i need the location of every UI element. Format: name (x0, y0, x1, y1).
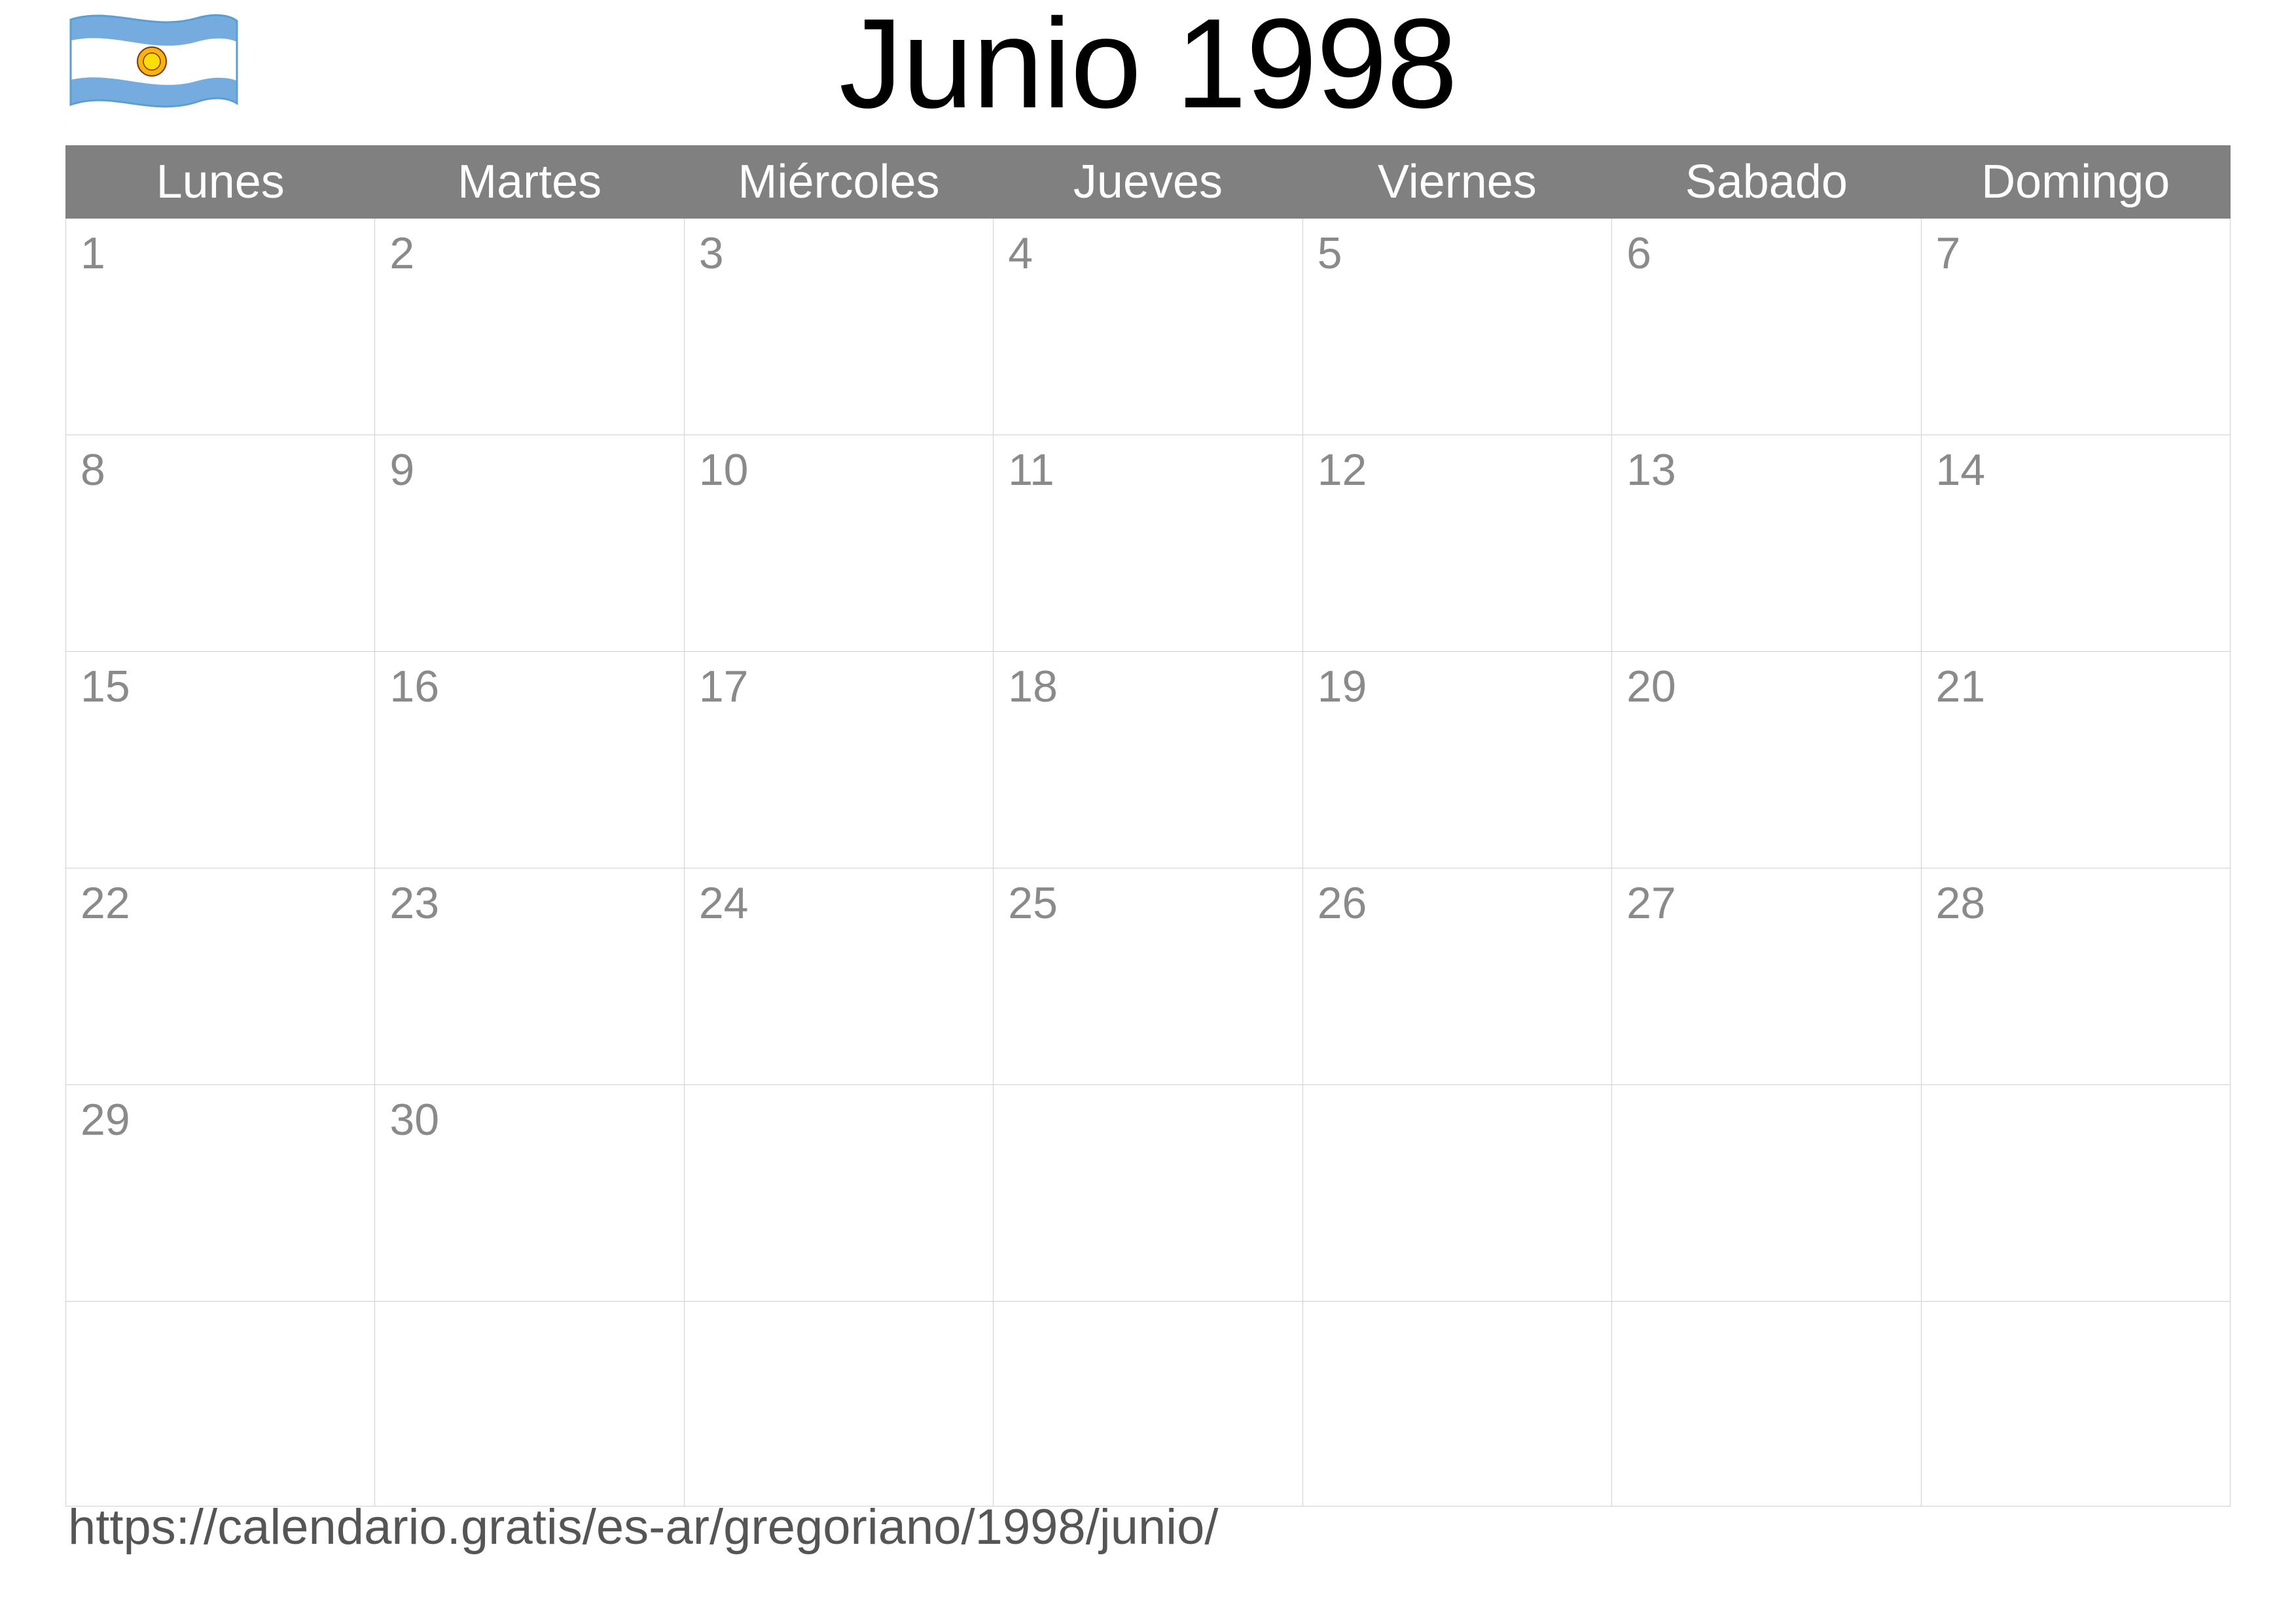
day-number: 6 (1626, 228, 1651, 278)
day-cell[interactable] (1302, 435, 1611, 652)
day-cell[interactable] (1612, 868, 1921, 1085)
day-cell[interactable] (66, 868, 375, 1085)
day-cell[interactable] (375, 1302, 684, 1507)
weekday-header-viernes: Viernes (1302, 146, 1611, 219)
day-number: 10 (698, 445, 749, 495)
day-cell[interactable] (994, 435, 1302, 652)
month-calendar-table (65, 145, 2231, 1507)
day-number: 20 (1626, 662, 1676, 711)
day-number: 23 (389, 878, 440, 928)
day-cell[interactable] (1921, 219, 2230, 435)
day-number: 13 (1626, 445, 1676, 495)
day-number: 18 (1008, 662, 1058, 711)
calendar-week-row (66, 1085, 2231, 1302)
day-number: 22 (81, 878, 130, 928)
page-title: Junio 1998 (838, 0, 1458, 135)
source-url[interactable]: https://calendario.gratis/es-ar/gregoriano/1998/junio/ (68, 1499, 1219, 1555)
day-cell[interactable] (1921, 1302, 2230, 1507)
day-number: 29 (81, 1095, 130, 1145)
day-number: 1 (81, 228, 105, 278)
day-cell[interactable] (684, 868, 993, 1085)
day-cell[interactable] (375, 435, 684, 652)
day-cell[interactable] (684, 1085, 993, 1302)
day-cell[interactable] (994, 1302, 1302, 1507)
day-cell[interactable] (66, 1085, 375, 1302)
day-number: 4 (1008, 228, 1033, 278)
day-number: 28 (1935, 878, 1986, 928)
day-cell[interactable] (1302, 1085, 1611, 1302)
day-number: 26 (1317, 878, 1367, 928)
day-cell[interactable] (1921, 652, 2230, 868)
day-cell[interactable] (66, 652, 375, 868)
day-cell[interactable] (684, 652, 993, 868)
weekday-header-row (66, 146, 2231, 219)
day-number: 24 (698, 878, 749, 928)
day-number: 16 (389, 662, 440, 711)
day-cell[interactable] (994, 1085, 1302, 1302)
day-cell[interactable] (1302, 868, 1611, 1085)
day-cell[interactable] (684, 219, 993, 435)
day-cell[interactable] (66, 435, 375, 652)
day-cell[interactable] (1302, 652, 1611, 868)
weekday-header-jueves: Jueves (994, 146, 1302, 219)
calendar-week-row (66, 435, 2231, 652)
day-number: 30 (389, 1095, 440, 1145)
day-number: 8 (81, 445, 105, 495)
day-number: 2 (389, 228, 415, 278)
day-number: 9 (389, 445, 415, 495)
day-cell[interactable] (1612, 219, 1921, 435)
day-cell[interactable] (1612, 652, 1921, 868)
day-cell[interactable] (1921, 435, 2230, 652)
weekday-header-domingo: Domingo (1921, 146, 2230, 219)
day-cell[interactable] (994, 868, 1302, 1085)
day-number: 17 (698, 662, 749, 711)
day-cell[interactable] (1612, 1085, 1921, 1302)
day-number: 19 (1317, 662, 1367, 711)
day-cell[interactable] (1612, 1302, 1921, 1507)
day-number: 3 (698, 228, 724, 278)
day-cell[interactable] (375, 219, 684, 435)
calendar-week-row (66, 219, 2231, 435)
day-cell[interactable] (375, 868, 684, 1085)
day-number: 7 (1935, 228, 1961, 278)
calendar-week-row (66, 868, 2231, 1085)
day-cell[interactable] (66, 219, 375, 435)
day-cell[interactable] (994, 652, 1302, 868)
calendar-week-row (66, 652, 2231, 868)
weekday-header-sabado: Sabado (1612, 146, 1921, 219)
day-number: 11 (1008, 445, 1054, 495)
day-number: 14 (1935, 445, 1986, 495)
weekday-header-lunes: Lunes (66, 146, 375, 219)
day-number: 12 (1317, 445, 1367, 495)
day-number: 21 (1935, 662, 1986, 711)
weekday-header-miercoles: Miércoles (684, 146, 993, 219)
day-cell[interactable] (684, 435, 993, 652)
page-header (0, 0, 2296, 141)
day-cell[interactable] (1302, 219, 1611, 435)
calendar-week-row (66, 1302, 2231, 1507)
day-number: 25 (1008, 878, 1058, 928)
day-cell[interactable] (1302, 1302, 1611, 1507)
day-cell[interactable] (684, 1302, 993, 1507)
day-number: 15 (81, 662, 130, 711)
day-cell[interactable] (994, 219, 1302, 435)
day-cell[interactable] (375, 652, 684, 868)
day-cell[interactable] (1612, 435, 1921, 652)
day-number: 5 (1317, 228, 1342, 278)
weekday-header-martes: Martes (375, 146, 684, 219)
day-cell[interactable] (1921, 868, 2230, 1085)
day-cell[interactable] (375, 1085, 684, 1302)
day-number: 27 (1626, 878, 1676, 928)
day-cell[interactable] (1921, 1085, 2230, 1302)
day-cell[interactable] (66, 1302, 375, 1507)
